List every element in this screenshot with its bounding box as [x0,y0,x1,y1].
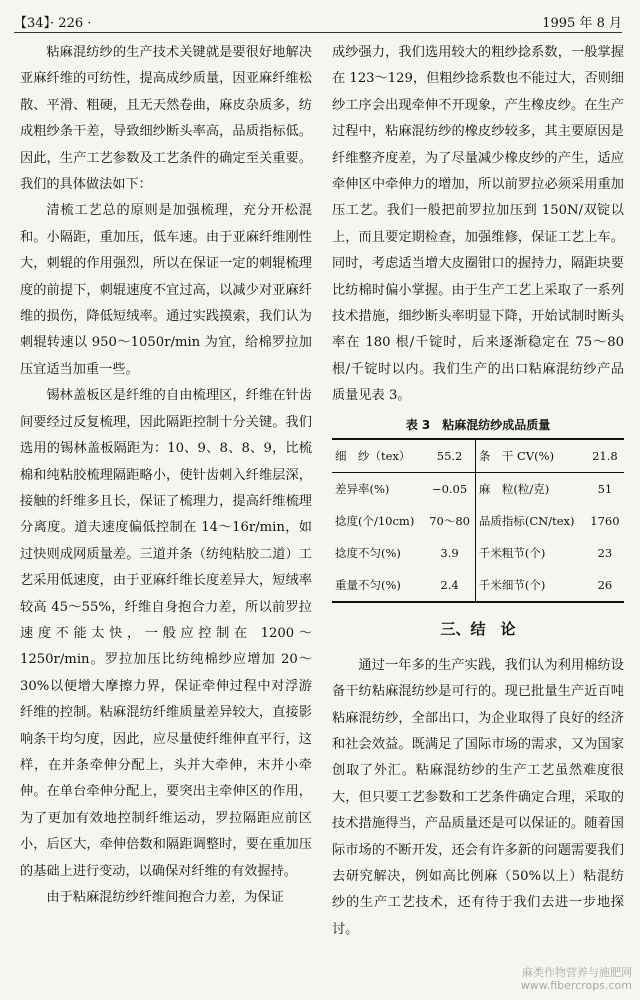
right-column [332,40,624,943]
paragraph-roving-cont: 成纱强力，我们选用较大的粗纱捻系数，一般掌握在 123～129，但粗纱捻系数也不能过大，否则细纱工序会出现牵伸不开现象，产生橡皮纱。在生产过程中，粘麻混纺纱的橡皮纱较多，其主要原因是纤维整齐度差，为了尽量减少橡皮纱的产生，适应牵伸区中牵伸力的增加，所以前罗拉必须采用重加压工艺。我们一般把前罗拉加压到 150N/双锭以上，而且要定期检查，加强维修，保证工艺上车。同时，考虑适当增大皮圈钳口的握持力，隔距块要比纺棉时偏小掌握。由于生产工艺上采取了一系列技术措施，细纱断头率明显下降，开始试制时断头率在 180 根/千锭时，后来逐渐稳定在 75～80 根/千锭时以内。我们生产的出口粘麻混纺纱产品质量见表 3。 [332,45,624,404]
paragraph-cylinder-flat: 锡林盖板区是纤维的自由梳理区，纤维在针齿间要经过反复梳理，因此隔距控制十分关键。我们选用的锡林盖板隔距为：10、9、8、8、9，比梳棉和纯粘胶梳理隔距略小，使针齿刺入纤维层深，接触的纤维多且长，保证了梳理力，提高纤维梳理分离度。道夫速度偏低控制在 14～16r/min，如过快则成网质量差。三道并条（纺纯粘胶二道）工艺采用低速度，由于亚麻纤维长度差异大，短绒率较高 45～55%，纤维自身抱合力差，所以前罗拉速度不能太快，一般应控制在 1200～1250r/min。罗拉加压比纺纯棉纱应增加 20～30%以便增大摩擦力界，保证牵伸过程中对浮游纤维的控制。粘麻混纺纤维质量差异较大，直接影响条干均匀度，因此，应尽量使纤维伸直平行，这样，在并条牵伸分配上，头并大牵伸，末并小牵伸。在单台牵伸分配上，要突出主牵伸区的作用，为了更加有效地控制纤维运动，罗拉隔距应前区小，后区大，牵伸倍数和隔距调整时，要在重加压的基础上进行变动，以确保对纤维的有效握持。 [20,388,312,879]
table-cell-label: 差异率(%) [335,481,390,496]
table-row [332,569,624,602]
watermark-line-2: www.fibercrops.com [520,979,632,992]
table-caption: 表 3 粘麻混纺纱成品质量 [405,417,551,432]
page-header [14,10,622,33]
paragraph-roving-start: 由于粘麻混纺纱纤维间抱合力差，为保证 [46,890,284,905]
table-cell-value: 26 [597,577,613,592]
table-cell-label: 千米细节(个) [478,577,546,592]
table-cell-label: 细 纱（tex） [332,439,424,473]
paragraph-intro: 粘麻混纺纱的生产技术关键就是要很好地解决亚麻纤维的可纺性，提高成纱质量，因亚麻纤维松散、平滑、粗硬，且无天然卷曲，麻皮杂质多，纺成粗纱条干差，导致细纱断头率高，品质指标低。因此，生产工艺参数及工艺条件的确定至关重要。我们的具体做法如下： [20,45,312,193]
table-row [332,472,624,505]
site-watermark [521,966,632,992]
table-cell-value: 2.4 [424,569,475,602]
table-cell-label: 重量不匀(%) [335,577,401,592]
left-column [20,40,312,911]
table-cell-value: 55.2 [424,439,475,473]
table-cell-label: 捻度不匀(%) [335,545,401,560]
table-cell-value: 1760 [590,513,620,528]
table-cell-label: 麻 粒(粒/克) [478,481,550,496]
table-row [332,505,624,537]
paragraph-conclusion: 通过一年多的生产实践，我们认为利用棉纺设备干纺粘麻混纺纱是可行的。现已批量生产近百吨粘麻混纺纱，全部出口，为企业取得了良好的经济和社会效益。既满足了国际市场的需求，又为国家创取了外汇。粘麻混纺纱的生产工艺虽然难度很大，但只要工艺参数和工艺条件确定合理，采取的技术措施得当，产品质量还是可以保证的。随着国际市场的不断开发，还会有许多新的问题需要我们去研究解决，例如高比例麻（50%以上）粘混纺纱的生产工艺技术，还有待于我们去进一步地探讨。 [332,657,624,937]
table-cell-value: 23 [597,545,613,560]
quality-table [332,438,624,603]
table-cell-label: 品质指标(CN/tex) [478,513,575,528]
issue-date: 1995 年 8 月 [542,16,622,31]
table-row [332,439,624,473]
table-cell-label: 千米粗节(个) [478,545,546,560]
section-heading: 三、结 论 [440,619,516,638]
table-cell-value: −0.05 [424,472,475,505]
table-cell-value: 3.9 [424,537,475,569]
watermark-line-1: 麻类作物营养与施肥网 [522,966,632,979]
table-cell-label: 条 干 CV(%) [475,439,585,473]
table-cell-label: 捻度(个/10cm) [335,513,415,528]
page-reference: 【34】· 226 · [14,16,92,31]
table-cell-value: 70～80 [424,505,475,537]
table-row [332,537,624,569]
paragraph-carding: 清梳工艺总的原则是加强梳理，充分开松混和。小隔距，重加压，低车速。由于亚麻纤维刚性大，刺辊的作用强烈，所以在保证一定的刺辊梳理度的前提下，刺辊速度不宜过高，以减少对亚麻纤维的损伤，降低短绒率。通过实践摸索，我们认为刺辊转速以 950～1050r/min 为宜，给棉罗拉加压宜适当加重一些。 [20,203,312,377]
table-cell-value: 21.8 [586,439,624,473]
table-cell-value: 51 [597,481,613,496]
